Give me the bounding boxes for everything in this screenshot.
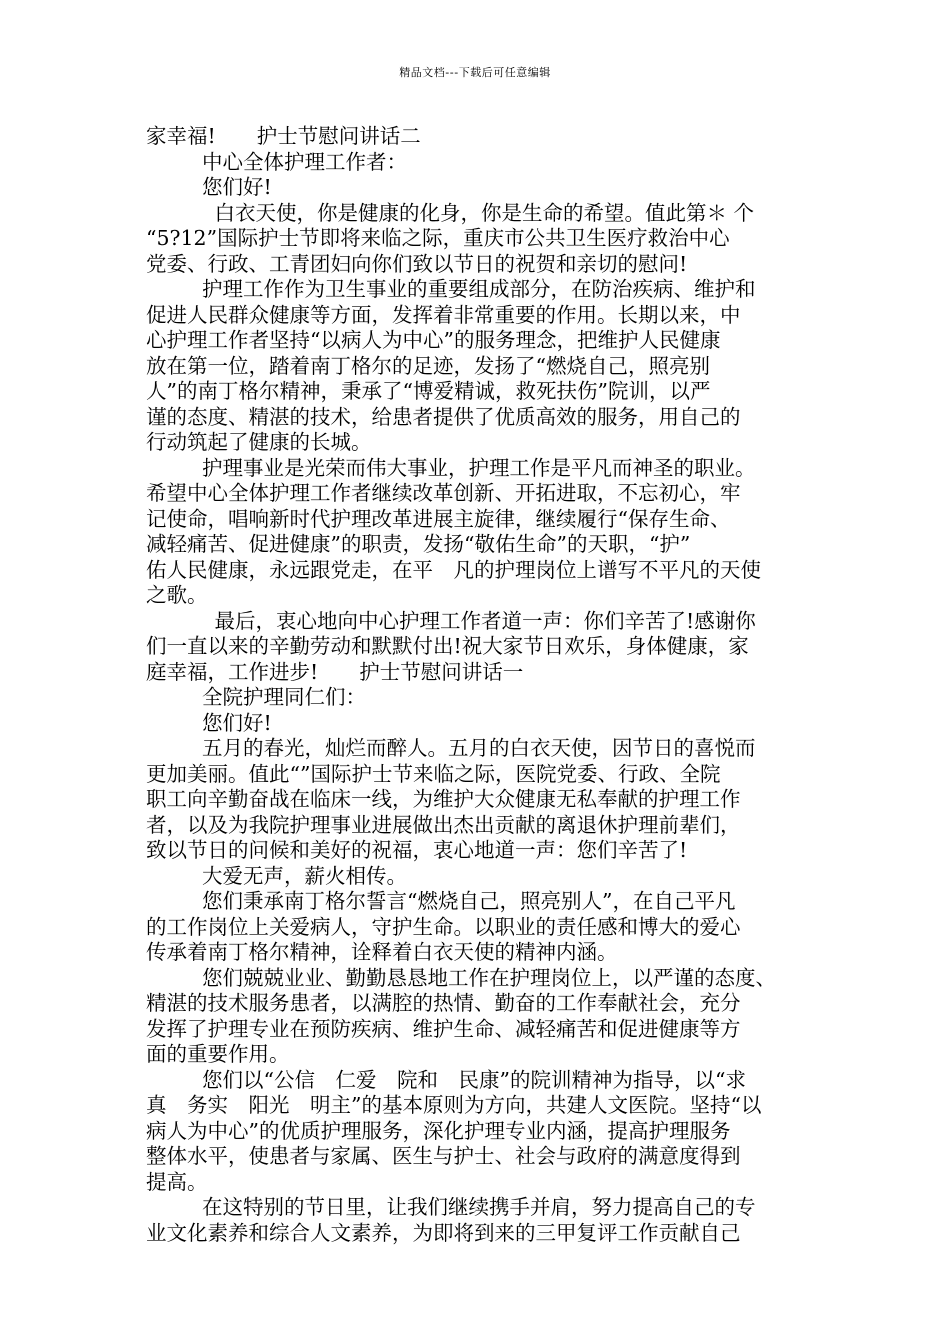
document-body — [146, 124, 816, 1246]
text-line: 发挥了护理专业在预防疾病、维护生命、减轻痛苦和促进健康等方 — [146, 1016, 741, 1041]
text-line: 真 务实 阳光 明主”的基本原则为方向，共建人文医院。坚持“以 — [146, 1093, 762, 1117]
text-line: 整体水平，使患者与家属、医生与护士、社会与政府的满意度得到 — [146, 1144, 741, 1168]
page-header: 精品文档---下载后可任意编辑 — [399, 66, 551, 79]
text-line: 白衣天使，你是健康的化身，你是生命的希望。值此第＊ 个 — [208, 200, 755, 225]
text-line: 放在第一位，踏着南丁格尔的足迹，发扬了“燃烧自己，照亮别 — [146, 353, 710, 378]
text-line: 谨的态度、精湛的技术，给患者提供了优质高效的服务，用自己的 — [146, 404, 741, 429]
text-line: 更加美丽。值此“”国际护士节来临之际，医院党委、行政、全院 — [146, 761, 721, 786]
text-line: 者，以及为我院护理事业进展做出杰出贡献的离退休护理前辈们， — [146, 812, 741, 837]
text-line: 您们好! — [202, 710, 272, 735]
text-line: 精湛的技术服务患者，以满腔的热情、勤奋的工作奉献社会，充分 — [146, 991, 741, 1015]
text-line: 中心全体护理工作者： — [202, 149, 407, 174]
text-line: 病人为中心”的优质护理服务，深化护理专业内涵，提高护理服务 — [146, 1118, 731, 1143]
text-line: 您们好! — [202, 175, 272, 199]
text-line: 最后，衷心地向中心护理工作者道一声：你们辛苦了!感谢你 — [208, 608, 756, 633]
text-line: 您们兢兢业业、勤勤恳恳地工作在护理岗位上，以严谨的态度、 — [202, 965, 776, 990]
text-line: 护理工作作为卫生事业的重要组成部分，在防治疾病、维护和 — [202, 277, 756, 301]
text-line: 的工作岗位上关爱病人，守护生命。以职业的责任感和博大的爱心 — [146, 914, 741, 939]
text-line: 庭幸福，工作进步! 护士节慰问讲话一 — [146, 659, 524, 684]
text-line: 们一直以来的辛勤劳动和默默付出!祝大家节日欢乐，身体健康，家 — [146, 634, 749, 658]
text-line: 佑人民健康，永远跟党走，在平 凡的护理岗位上谱写不平凡的天使 — [146, 557, 761, 582]
text-line: 心护理工作者坚持“以病人为中心”的服务理念，把维护人民健康 — [146, 328, 721, 352]
text-line: 在这特别的节日里，让我们继续携手并肩，努力提高自己的专 — [202, 1195, 756, 1219]
text-line: 希望中心全体护理工作者继续改革创新、开拓进取，不忘初心，牢 — [146, 481, 741, 505]
text-line: 促进人民群众健康等方面，发挥着非常重要的作用。长期以来，中 — [146, 302, 741, 327]
text-line: 家幸福! 护士节慰问讲话二 — [146, 124, 421, 148]
text-line: 大爱无声，薪火相传。 — [202, 863, 407, 888]
text-line: 五月的春光，灿烂而醉人。五月的白衣天使，因节日的喜悦而 — [202, 736, 756, 760]
text-line: 行动筑起了健康的长城。 — [146, 430, 372, 454]
text-line: 您们秉承南丁格尔誓言“燃烧自己，照亮别人”，在自己平凡 — [202, 889, 736, 913]
text-line: 致以节日的问候和美好的祝福，衷心地道一声：您们辛苦了! — [146, 838, 688, 862]
text-line: 人”的南丁格尔精神，秉承了“博爱精诚，救死扶伤”院训，以严 — [146, 379, 711, 403]
text-line: 护理事业是光荣而伟大事业，护理工作是平凡而神圣的职业。 — [202, 455, 756, 480]
text-line: 您们以“公信 仁爱 院和 民康”的院训精神为指导，以“求 — [202, 1067, 746, 1092]
text-line: 全院护理同仁们： — [202, 685, 366, 709]
text-line: 减轻痛苦、促进健康”的职责，发扬“敬佑生命”的天职，“护” — [146, 532, 691, 556]
text-line: 之歌。 — [146, 583, 208, 607]
text-line: “5?12”国际护士节即将来临之际，重庆市公共卫生医疗救治中心 — [146, 226, 730, 250]
text-line: 传承着南丁格尔精神，诠释着白衣天使的精神内涵。 — [146, 940, 618, 964]
text-line: 提高。 — [146, 1169, 208, 1194]
text-line: 记使命，唱响新时代护理改革进展主旋律，继续履行“保存生命、 — [146, 506, 731, 531]
text-line: 职工向辛勤奋战在临床一线，为维护大众健康无私奉献的护理工作 — [146, 787, 741, 811]
text-line: 业文化素养和综合人文素养，为即将到来的三甲复评工作贡献自己 — [146, 1220, 741, 1245]
text-line: 党委、行政、工青团妇向你们致以节日的祝贺和亲切的慰问! — [146, 251, 688, 276]
text-line: 面的重要作用。 — [146, 1042, 290, 1066]
